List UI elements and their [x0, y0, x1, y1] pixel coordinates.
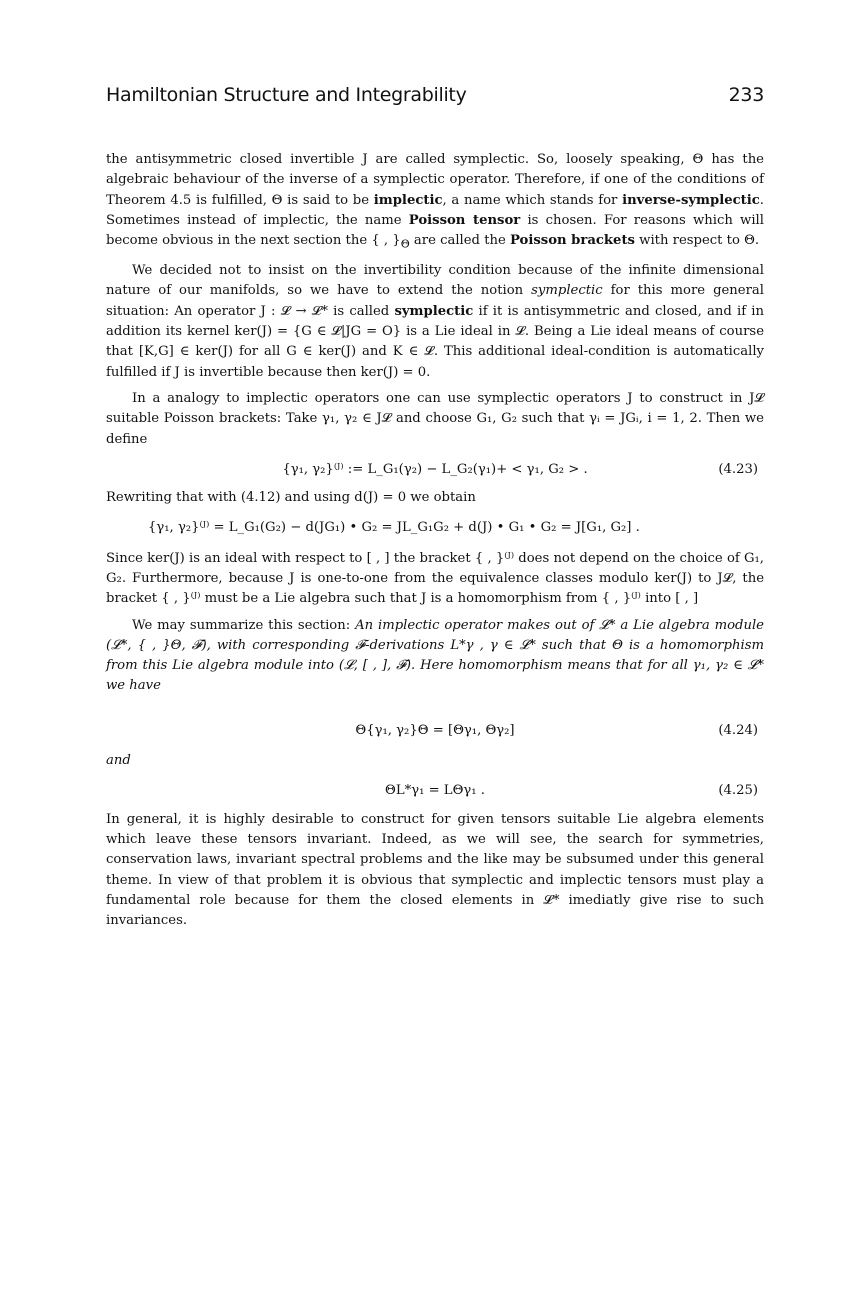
paragraph-1 — [106, 150, 764, 255]
p1-text-1: the antisymmetric closed invertible J are called symplectic. So, loosely speaking, Θ has the algebraic behaviour of the inverse of a symplectic operator. Therefore, if one of the conditions of Theorem 4.5 is fulfilled, Θ is said to be — [106, 152, 764, 208]
p1-text-4: is chosen. For reasons which will become obvious in the next section the { , } — [106, 212, 764, 249]
paragraph-3: In a analogy to implectic operators one can use symplectic operators J to construct in J𝓛 suitable Poisson brackets: Take γ₁, γ₂ ∈ J𝓛 and choose G₁, G₂ such that γᵢ = JGᵢ, i = 1, 2. Then we define — [106, 390, 764, 447]
equation-4-24 — [106, 721, 764, 741]
p2-text-3: if it is antisymmetric and closed, and if in addition its kernel ker(J) = {G ∈ 𝓛|JG = O} is a Lie ideal in 𝓛. Being a Lie ideal means of course that [K,G] ∈ ker(J) for all G ∈ ker(J) and K ∈ 𝓛. This additional ideal-condition is automatically fulfilled if J is invertible because then ker(J) = 0. — [106, 303, 765, 380]
running-title: Hamiltonian Structure and Integrability — [106, 84, 467, 106]
page — [106, 84, 765, 929]
and-label: and — [106, 753, 131, 769]
term-implectic: implectic — [373, 192, 443, 208]
equation-4-25-formula: ΘL*γ₁ = LΘγ₁ . — [385, 783, 485, 799]
equation-4-23 — [106, 460, 764, 480]
p1-subscript: Θ — [400, 237, 410, 251]
equation-4-23-number: (4.23) — [718, 461, 758, 477]
p1-text-6: with respect to Θ. — [634, 233, 760, 249]
term-inverse-symplectic: inverse-symplectic — [622, 192, 760, 208]
equation-4-24-formula: Θ{γ₁, γ₂}Θ = [Θγ₁, Θγ₂] — [355, 722, 515, 738]
body-text — [106, 150, 764, 931]
p1-text-5: are called the — [409, 233, 510, 249]
equation-4-23-formula: {γ₁, γ₂}⁽ᴶ⁾ := L_G₁(γ₂) − L_G₂(γ₁)+ < γ₁, G₂ > . — [282, 461, 588, 477]
term-poisson-tensor: Poisson tensor — [408, 212, 521, 228]
p2-text-2: for this more general situation: An operator J : 𝓛 → 𝓛* is called — [106, 283, 764, 319]
equation-4-24-number: (4.24) — [718, 722, 758, 738]
p6-text-1: We may summarize this section: — [132, 617, 356, 633]
p1-text-3: . Sometimes instead of implectic, the name — [106, 192, 764, 228]
paragraph-7: In general, it is highly desirable to construct for given tensors suitable Lie algebra elements which leave these tensors invariant. Indeed, as we will see, the search for symmetries, conservation laws, invariant spectral problems and the like may be subsumed under this general theme. In view of that problem it is obvious that symplectic and implectic tensors must play a fundamental role because for them the closed elements in 𝓛* imediatly give rise to such invariances. — [106, 811, 764, 929]
p6-italic-statement: An implectic operator makes out of 𝓛* a Lie algebra module (𝓛*, { , }Θ, 𝓕), with corresponding 𝓕-derivations L*γ , γ ∈ 𝓛* such that Θ is a homomorphism from this Lie algebra module into (𝓛, [ , ], 𝓕). Here homomorphism means that for all γ₁, γ₂ ∈ 𝓛* we have — [106, 617, 764, 694]
running-header — [106, 84, 764, 106]
spacer — [106, 697, 764, 711]
paragraph-2 — [106, 261, 764, 383]
equation-4-25-number: (4.25) — [718, 783, 758, 799]
paragraph-6 — [106, 616, 764, 697]
equation-rewrite: {γ₁, γ₂}⁽ᴶ⁾ = L_G₁(G₂) − d(JG₁) • G₂ = JL_G₁G₂ + d(J) • G₁ • G₂ = J[G₁, G₂] . — [148, 520, 640, 536]
p1-text-2: , a name which stands for — [442, 192, 623, 208]
paragraph-4: Rewriting that with (4.12) and using d(J) = 0 we obtain — [106, 490, 476, 506]
paragraph-5: Since ker(J) is an ideal with respect to [ , ] the bracket { , }⁽ᴶ⁾ does not depend on the choice of G₁, G₂. Furthermore, because J is one-to-one from the equivalence classes modulo ker(J) to J𝓛, the bracket { , }⁽ᴶ⁾ must be a Lie algebra such that J is a homomorphism from { , }⁽ᴶ⁾ into [ , ] — [106, 550, 764, 607]
equation-4-25 — [106, 781, 764, 801]
page-number: 233 — [728, 84, 764, 106]
p2-text-1: We decided not to insist on the invertibility condition because of the infinite dimensional nature of our manifolds, so we have to extend the notion — [106, 263, 764, 299]
term-symplectic-italic: symplectic — [531, 283, 603, 299]
term-symplectic-bold: symplectic — [394, 303, 474, 319]
term-poisson-brackets: Poisson brackets — [509, 233, 635, 249]
